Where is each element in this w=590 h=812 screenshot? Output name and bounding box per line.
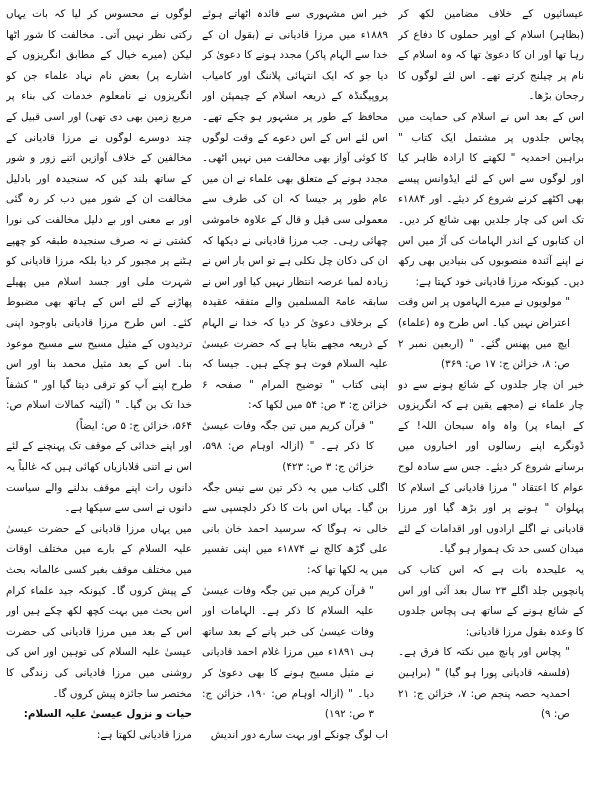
quote: " قرآن کریم میں تین جگہ وفات عیسیٰ علیہ السلام کا ذکر ہے۔ الہامات اور وفات عیسیٰ کی خبر پانے کے بعد ساتھ ہی ۱۸۹۱ء میں مرزا غلام احمد قادیانی نے مثیل مسیح ہونے کا بھی دعویٰ کر دیا۔ " (ازالہ اوہام ص: ۱۹۰، خزائن ج: ۳ ص: ۱۹۲) xyxy=(202,584,375,721)
paragraph: اگلی کتاب میں یہ ذکر تین سے تیس جگہ بن گیا۔ یہاں اس بات کا ذکر دلچسپی سے خالی نہ ہوگا کہ سرسید احمد خان بانی علی گڑھ کالج نے ۱۸۷۴ء میں اپنی تفسیر میں یہ لکھا تھا کہ: xyxy=(202,481,388,577)
text-column-right xyxy=(398,4,584,806)
quote: " مولویوں نے میرے الہاموں پر اس وقت اعتراض نہیں کیا۔ اس طرح وہ (علماء) ایچ میں پھنس گئے۔ " (اربعین نمبر ۲ ص: ۸، خزائن ج: ۱۷ ص: ۳۶۹) xyxy=(398,296,570,371)
paragraph: لوگوں نے محسوس کر لیا کہ بات یہاں رکتی نظر نہیں آتی۔ مخالفت کا شور اٹھا لیکن (میرے خیال کے مطابق انگریزوں کے اشارے پر) بعض نام نہاد علماء جن کو انگریزوں نے نامعلوم خدمات کی بناء پر مربع زمین بھی دی تھی) اور اسی قبیل کے چند دوسرے لوگوں نے مرزا قادیانی کے مخالفین کے خلاف آوازیں اتنے زور و شور کے ساتھ بلند کیں کہ سنجیدہ اور بادلیل مخالفت ان کے شور میں دب کر رہ گئی اور بے معنی اور بے دلیل مخالفت کی نورا کشتی نے نہ صرف سنجیدہ طبقہ کو چھپے ہٹنے پر مجبور کر دیا بلکہ مرزا قادیانی کو شہرت ملی اور جسد اسلام میں پھیلے پھاڑنے کے لئے اس کے ہاتھ بھی مضبوط کئے۔ اس طرح مرزا قادیانی باوجود اپنی تردیدوں کے مثیل مسیح سے مسیح موعود بنا۔ اس کے بعد مثیل محمد بنا اور اس طرح اپنے آپ کو ترقی دیتا گیا اور " کشفاً خدا تک بن گیا۔ " (آئینہ کمالات اسلام ص: ۵۶۴، خزائن ج: ۵ ص: ایضاً) xyxy=(6,8,192,432)
quote: " قرآن کریم میں تین جگہ وفات عیسیٰ کا ذکر ہے۔ " (ازالہ اوہام ص: ۵۹۸، خزائن ج: ۳ ص: ۴۲۳) xyxy=(202,419,374,474)
text-column-left xyxy=(6,4,192,806)
paragraph: خیر اس مشہوری سے فائدہ اٹھاتے ہوئے ۱۸۸۹ء میں مرزا قادیانی نے (بقول ان کے خدا سے الہام پاکر) مجدد ہونے کا دعویٰ کر دیا جو کہ ایک انتہائی پلاننگ اور کامیاب پروپیگنڈہ کے ذریعہ اسلام کے چیمپئن اور محافظ کے طور پر مشہور ہو چکے تھے۔ اس لئے اس کے اس دعوے کے وقت لوگوں کا کوئی آواز بھی مخالفت میں نہیں اٹھی۔ مجدد ہونے کے متعلق بھی علماء نے ان میں عام طور پر جیسا کہ ان کی طرف سے معمولی سی قیل و قال کے علاوہ خاموشی چھائی رہی۔ جب مرزا قادیانی نے دیکھا کہ ان کی دکان چل نکلی ہے تو اس بار اس نے زیادہ لمبا عرصہ انتظار نہیں کیا اور اس نے سابقہ عامۃ المسلمین والے متفقہ عقیدہ کے برخلاف دعویٰ کر دیا کہ خدا نے الہام کے ذریعہ مجھے بتایا ہے کہ حضرت عیسیٰ علیہ السلام فوت ہو چکے ہیں۔ جیسا کہ اپنی کتاب " توضیح المرام " صفحہ ۶ خزائن ج: ۳ ص: ۵۴ میں لکھا کہ: xyxy=(202,8,388,412)
section-heading: حیات و نزول عیسیٰ علیہ السلام: xyxy=(23,708,192,721)
paragraph: عیسائیوں کے خلاف مضامین لکھ کر (بظاہر) اسلام کے اوپر حملوں کا دفاع کر رہا تھا اور ان کا دعویٰ تھا کہ وہ اسلام کے نام پر چیلنج کرتے تھے۔ اس لئے لوگوں کا رجحان بڑھا۔ xyxy=(398,8,584,103)
paragraph: خیر ان چار جلدوں کے شائع ہونے سے دو چار علماء نے (مجھے یقین ہے کہ انگریزوں کے ایماء پر) واہ واہ سبحان اللہ! کے ڈونگرے اپنے رسالوں اور اخباروں میں برسانے شروع کر دیئے۔ جس سے سادہ لوح عوام کا اعتقاد " مرزا قادیانی کے اسلام کا پہلوان " ہونے پر اور بڑھ گیا اور مرزا قادیانی نے اگلے ارادوں اور اقدامات کے لئے میدان کسی حد تک ہموار ہو گیا۔ xyxy=(398,378,584,556)
quote: " پچاس اور پانچ میں نکتہ کا فرق ہے۔ (فلسفہ قادیانی پورا ہو گیا) " (براہین احمدیہ حصہ پنجم ص: ۷، خزائن ج: ۲۱ ص: ۹) xyxy=(398,646,570,721)
paragraph: اس کے بعد اس نے اسلام کی حمایت میں پچاس جلدوں پر مشتمل ایک کتاب " براہین احمدیہ " لکھنے کا ارادہ ظاہر کیا اور لوگوں سے اس کے لئے ایڈوانس پیسے بھی اکٹھے کرنے شروع کر دیئے۔ اور ۱۸۸۴ء تک اس کی چار جلدیں بھی شائع کر دیں۔ ان کتابوں کے اندر الہامات کی آڑ میں اس نے اپنے آئندہ منصوبوں کی بنیادیں بھی رکھ دیں۔ کیونکہ مرزا قادیانی خود کہتا ہے: xyxy=(398,110,584,288)
text-column-middle xyxy=(202,4,388,806)
paragraph: میں یہاں مرزا قادیانی کے حضرت عیسیٰ علیہ السلام کے بارے میں مختلف اوقات میں مختلف موقف بغیر کسی عالمانہ بحث کے پیش کروں گا۔ کیونکہ جید علماء کرام اس بحث میں بہت کچھ لکھ چکے ہیں اور اس کے بعد میں مرزا قادیانی کی حضرت عیسیٰ علیہ السلام کی توہین اور اس کی روشنی میں مرزا قادیانی کی زندگی کا مختصر سا جائزہ پیش کروں گا۔ xyxy=(6,522,192,700)
paragraph: اب لوگ چونکے اور بہت سارے دور اندیش xyxy=(210,728,388,741)
paragraph: مرزا قادیانی لکھتا ہے: xyxy=(96,728,192,741)
paragraph: یہ علیحدہ بات ہے کہ اس کتاب کی پانچویں جلد اگلے ۲۳ سال بعد آئی اور اس کے شائع ہونے کے ساتھ ہی پچاس جلدوں کا وعدہ بقول مرزا قادیانی: xyxy=(398,564,584,638)
paragraph: اور اپنے خدائی کے موقف تک پہنچنے کے لئے اس نے اتنی قلابازیاں کھائی ہیں کہ غالباً یہ دانوں رات اپنے موقف بدلنے والے سیاست دانوں نے اسی سے سیکھا ہے۔ xyxy=(6,440,192,515)
